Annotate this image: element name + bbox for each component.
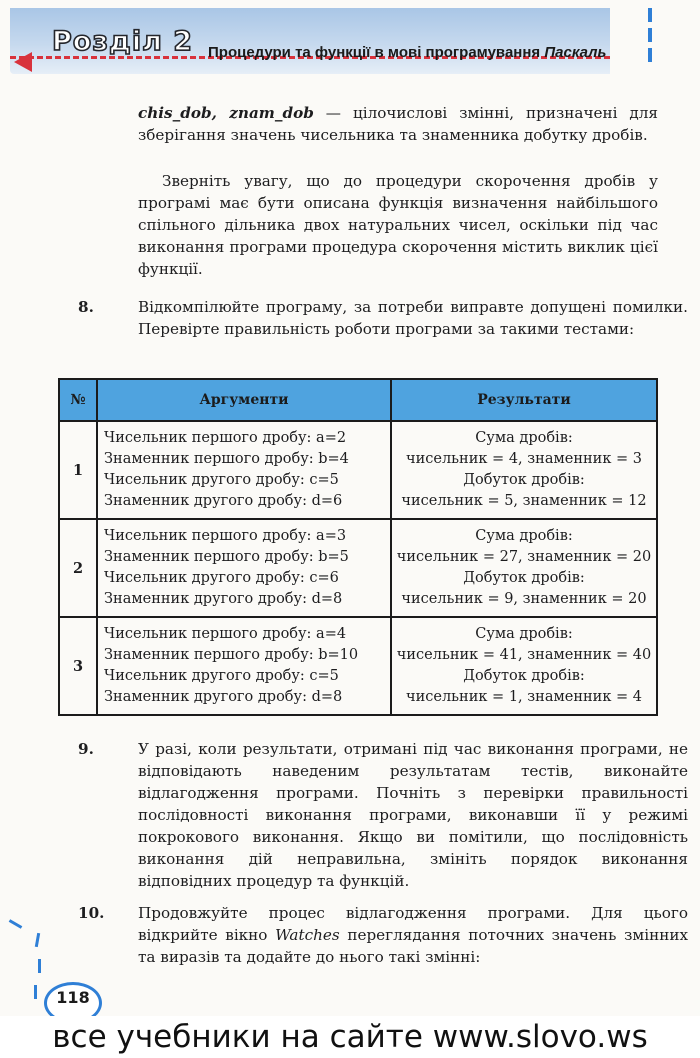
chapter-title-text: Процедури та функції в мові програмування <box>208 44 541 61</box>
header-args: Аргументи <box>97 379 391 421</box>
result-line: Добуток дробів: <box>463 472 585 488</box>
task-9 <box>78 738 688 892</box>
row-arguments <box>97 617 391 715</box>
task-8-number: 8. <box>78 298 94 316</box>
result-line: чисельник = 5, знаменник = 12 <box>401 493 647 509</box>
row-results <box>391 421 657 519</box>
task-10 <box>78 902 689 968</box>
task-8 <box>78 296 688 340</box>
result-line: чисельник = 41, знаменник = 40 <box>396 647 652 663</box>
intro-vars-desc: — цілочислові змінні, призначені для зберігання значень чисельника та знаменника добутку дробів. <box>138 104 659 144</box>
task-8-text: Відкомпілюйте програму, за потреби виправте допущені помилки. Перевірте правильність роботи програми за такими тестами: <box>138 298 688 338</box>
table-header-row <box>59 379 657 421</box>
footer-watermark: все учебники на сайте www.slovo.ws <box>0 1016 700 1058</box>
argument-line: Чисельник другого дробу: c=5 <box>104 472 339 488</box>
table-row <box>59 519 657 617</box>
result-line: Добуток дробів: <box>463 668 585 684</box>
intro-note: Зверніть увагу, що до процедури скорочення дробів у програмі має бути описана функція визначення найбільшого спільного дільника двох натуральних чисел, оскільки під час виконання програми процедура скорочення містить виклик цієї функції. <box>138 172 658 278</box>
argument-line: Знаменник другого дробу: d=8 <box>104 591 343 607</box>
result-line: Сума дробів: <box>475 626 573 642</box>
result-line: Сума дробів: <box>475 528 573 544</box>
page-number: 118 <box>56 988 90 1007</box>
row-results <box>391 519 657 617</box>
section-label: Розділ 2 <box>52 26 194 57</box>
row-number: 1 <box>59 421 97 519</box>
argument-line: Чисельник другого дробу: c=6 <box>104 570 339 586</box>
header-results: Результати <box>391 379 657 421</box>
intro-vars: chis_dob, znam_dob <box>138 104 314 122</box>
argument-line: Чисельник другого дробу: c=5 <box>104 668 339 684</box>
row-results <box>391 617 657 715</box>
row-number: 2 <box>59 519 97 617</box>
tests-table <box>58 378 658 716</box>
intro-vars-paragraph <box>138 102 658 146</box>
task-9-number: 9. <box>78 740 94 758</box>
argument-line: Чисельник першого дробу: a=2 <box>104 430 347 446</box>
task-10-number: 10. <box>78 904 105 922</box>
chapter-title-italic: Паскаль <box>544 44 607 61</box>
result-line: Сума дробів: <box>475 430 573 446</box>
result-line: чисельник = 9, знаменник = 20 <box>401 591 647 607</box>
argument-line: Знаменник другого дробу: d=6 <box>104 493 343 509</box>
table-row <box>59 421 657 519</box>
chapter-title <box>208 44 606 61</box>
table-row <box>59 617 657 715</box>
edge-marks <box>648 8 656 68</box>
argument-line: Знаменник першого дробу: b=10 <box>104 647 359 663</box>
argument-line: Чисельник першого дробу: a=3 <box>104 528 347 544</box>
task-10-text-after: переглядання поточних значень змінних та виразів та додайте до нього такі змінні: <box>138 926 689 966</box>
row-arguments <box>97 421 391 519</box>
header-num: № <box>59 379 97 421</box>
result-line: чисельник = 1, знаменник = 4 <box>406 689 642 705</box>
argument-line: Знаменник другого дробу: d=8 <box>104 689 343 705</box>
result-line: Добуток дробів: <box>463 570 585 586</box>
task-9-text: У разі, коли результати, отримані під час виконання програми, не відповідають наведеним результатам тестів, виконайте відлагодження програми. Почніть з перевірки правильності послідовності виконання програми, виконавши її у режимі покрокового виконання. Якщо ви помітили, що послідовність виконання дій неправильна, змініть порядок виконання відповідних процедур та функцій. <box>138 740 688 890</box>
row-number: 3 <box>59 617 97 715</box>
row-arguments <box>97 519 391 617</box>
argument-line: Знаменник першого дробу: b=4 <box>104 451 349 467</box>
task-10-text-before: Продовжуйте процес відлагодження програми. Для цього відкрийте вікно <box>138 904 688 944</box>
argument-line: Чисельник першого дробу: a=4 <box>104 626 347 642</box>
task-10-watches: Watches <box>275 926 340 944</box>
result-line: чисельник = 27, знаменник = 20 <box>396 549 652 565</box>
arrow-left-icon <box>14 52 32 72</box>
argument-line: Знаменник першого дробу: b=5 <box>104 549 349 565</box>
result-line: чисельник = 4, знаменник = 3 <box>406 451 642 467</box>
